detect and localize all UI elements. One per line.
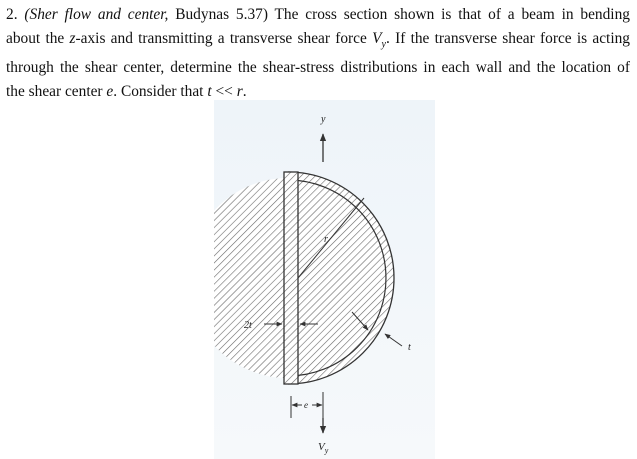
problem-number: 2. [6, 6, 18, 23]
cross-section-svg [214, 100, 435, 459]
problem-line2-b: -axis and transmitting a transverse shear force [75, 29, 367, 47]
problem-line1-rest: The cross section shown is that of a beam in bending [274, 6, 630, 23]
label-y: y [321, 114, 326, 125]
problem-much-less: << [215, 82, 233, 100]
problem-symbol-r: r [236, 82, 243, 100]
problem-title: (Sher flow and center, [24, 6, 169, 23]
problem-source: Budynas 5.37) [175, 6, 268, 23]
problem-axis-z: z [69, 29, 76, 47]
problem-line-2 [6, 27, 630, 57]
label-v-sub: y [324, 446, 329, 455]
problem-line-1 [6, 3, 630, 27]
problem-line2-a: about the [6, 29, 65, 47]
cross-section-figure [214, 100, 435, 459]
label-v: V [318, 441, 325, 453]
problem-symbol-t: t [207, 82, 212, 100]
problem-symbol-e: e [106, 82, 114, 100]
label-r: r [324, 234, 328, 245]
problem-force-v [372, 29, 386, 50]
problem-line4-b: . Consider that [113, 82, 204, 100]
straight-wall [284, 172, 298, 384]
problem-line-3 [6, 56, 630, 80]
problem-line4-end: . [242, 82, 247, 100]
problem-line3-text: through the shear center, determine the shear-stress distributions in each wall and the location of [6, 59, 630, 77]
label-e: e [304, 400, 308, 410]
force-subscript: y [381, 38, 386, 50]
problem-line2-c: . If the transverse shear force is acting [385, 29, 630, 47]
force-symbol: V [372, 29, 382, 47]
problem-line4-a: the shear center [6, 82, 103, 100]
label-t: t [408, 342, 411, 353]
problem-statement [6, 3, 630, 103]
label-2t: 2t [244, 320, 252, 331]
